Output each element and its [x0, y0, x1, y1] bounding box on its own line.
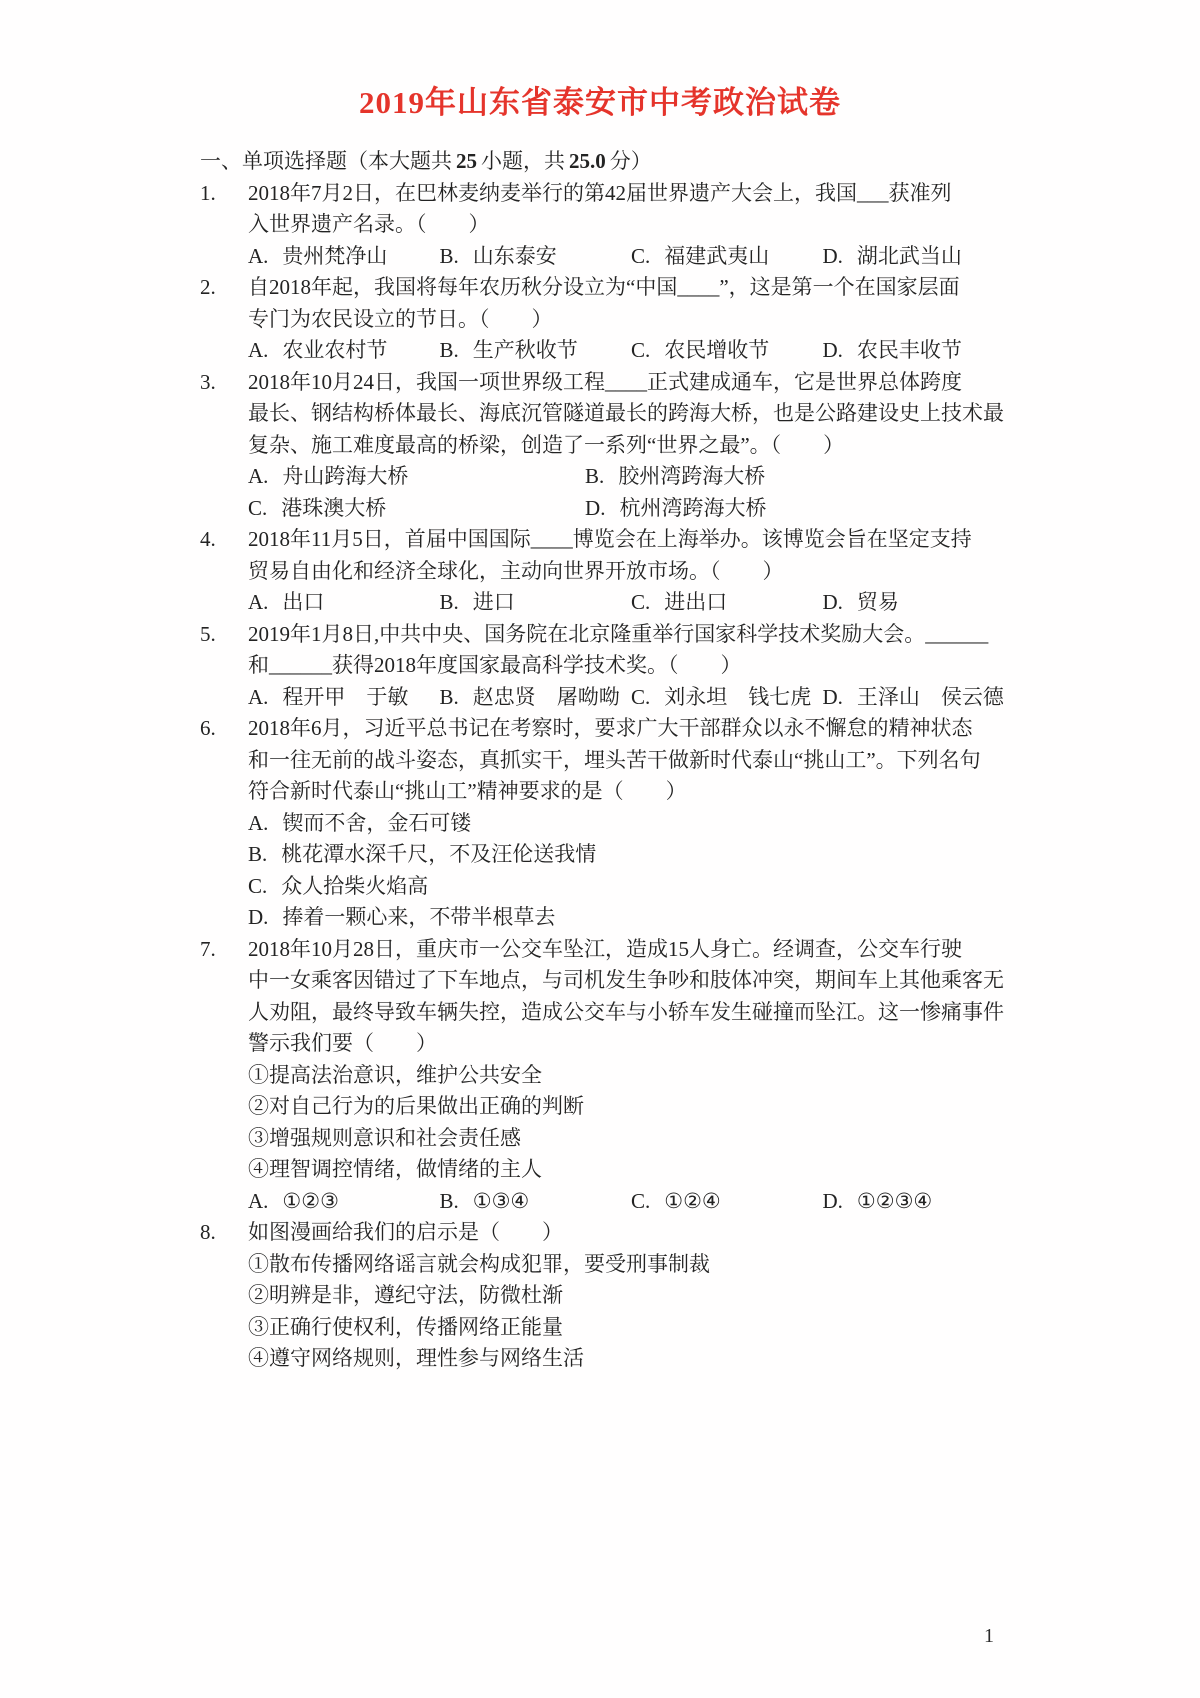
- question-2: [200, 272, 1014, 367]
- option-text: 胶州湾跨海大桥: [618, 464, 766, 488]
- question-3: [200, 367, 1014, 525]
- option-text: 山东泰安: [472, 243, 557, 268]
- statement-4: ④遵守网络规则，理性参与网络生活: [248, 1346, 584, 1370]
- options-row: [248, 241, 1014, 273]
- question-number: 7.: [200, 936, 216, 961]
- option-text: 锲而不舍，金石可镂: [282, 810, 472, 835]
- options-row: [248, 1186, 1014, 1218]
- option-text: 众人拾柴火焰高: [281, 873, 429, 898]
- section-header-suffix: 分）: [609, 149, 652, 173]
- question-stem: 2018年10月28日，重庆市一公交车坠江，造成15人身亡。经调查，公交车行驶: [248, 936, 962, 961]
- statement-4: ④理智调控情绪，做情绪的主人: [248, 1157, 542, 1181]
- statement-1: ①提高法治意识，维护公共安全: [248, 1062, 542, 1087]
- statement-2: ②明辨是非，遵纪守法，防微杜渐: [248, 1283, 563, 1307]
- section-header: [200, 146, 1014, 178]
- option-text: 湖北武当山: [856, 243, 962, 268]
- option-a: [248, 808, 1014, 840]
- option-a: [248, 1186, 440, 1218]
- question-stem: 2018年11月5日，首届中国国际____博览会在上海举办。该博览会旨在坚定支持: [248, 527, 972, 551]
- question-number: 5.: [200, 621, 216, 646]
- option-d: [248, 902, 1014, 934]
- option-text: ①②④: [664, 1188, 721, 1213]
- question-number: 4.: [200, 527, 216, 551]
- question-number: 8.: [200, 1220, 216, 1244]
- option-text: ①②③④: [856, 1188, 933, 1213]
- option-text: 赵忠贤 屠呦呦: [472, 684, 620, 709]
- option-label: C.: [248, 495, 268, 520]
- question-4: [200, 524, 1014, 619]
- option-a: [248, 241, 440, 273]
- option-label: D.: [822, 590, 843, 614]
- option-c: [631, 587, 823, 619]
- option-c: [631, 335, 823, 367]
- option-d: [823, 587, 1015, 619]
- question-number: 3.: [200, 369, 216, 394]
- question-stem: 和______获得2018年度国家最高科学技术奖。（ ）: [248, 653, 742, 677]
- section-header-prefix: 一、单项选择题（本大题共: [200, 149, 452, 173]
- option-c: [248, 493, 585, 525]
- question-stem: 贸易自由化和经济全球化，主动向世界开放市场。（ ）: [248, 558, 784, 583]
- option-label: B.: [439, 590, 459, 614]
- option-text: 农民丰收节: [856, 338, 962, 362]
- option-label: D.: [822, 684, 843, 709]
- option-label: A.: [248, 810, 269, 835]
- option-b: [585, 461, 1014, 493]
- section-question-count: 25: [456, 149, 477, 173]
- option-label: C.: [631, 590, 651, 614]
- exam-content: [200, 146, 1014, 1375]
- option-d: [823, 335, 1015, 367]
- option-label: B.: [439, 684, 459, 709]
- question-stem: 如图漫画给我们的启示是（ ）: [248, 1220, 563, 1244]
- option-label: B.: [439, 338, 459, 362]
- question-stem: 自2018年起，我国将每年农历秋分设立为“中国____”，这是第一个在国家层面: [248, 275, 960, 299]
- options-list: [248, 808, 1014, 934]
- option-a: [248, 587, 440, 619]
- question-stem: 复杂、施工难度最高的桥梁，创造了一系列“世界之最”。（ ）: [248, 432, 845, 457]
- option-label: A.: [248, 243, 269, 268]
- option-label: A.: [248, 1188, 269, 1213]
- option-b: [440, 682, 632, 714]
- option-label: B.: [439, 1188, 459, 1213]
- option-text: 农民增收节: [664, 338, 770, 362]
- statement-2: ②对自己行为的后果做出正确的判断: [248, 1094, 584, 1118]
- option-text: 生产秋收节: [472, 338, 578, 362]
- option-label: B.: [585, 464, 605, 488]
- question-8: [200, 1217, 1014, 1375]
- question-1: [200, 178, 1014, 273]
- question-stem: 2018年10月24日，我国一项世界级工程____正式建成通车，它是世界总体跨度: [248, 369, 962, 394]
- section-points: 25.0: [569, 149, 606, 173]
- option-b: [248, 839, 1014, 871]
- option-text: 桃花潭水深千尺，不及汪伦送我情: [281, 842, 597, 866]
- question-number: 2.: [200, 275, 216, 299]
- question-stem: 2018年6月，习近平总书记在考察时，要求广大干部群众以永不懈怠的精神状态: [248, 716, 973, 740]
- option-label: C.: [248, 873, 268, 898]
- option-b: [440, 587, 632, 619]
- option-text: 贸易: [856, 590, 899, 614]
- option-text: 进出口: [664, 590, 728, 614]
- option-label: D.: [822, 243, 843, 268]
- question-stem: 和一往无前的战斗姿态，真抓实干，埋头苦干做新时代泰山“挑山工”。下列名句: [248, 747, 981, 772]
- option-text: 福建武夷山: [664, 243, 770, 268]
- option-label: B.: [439, 243, 459, 268]
- option-text: 农业农村节: [282, 338, 388, 362]
- option-d: [823, 1186, 1015, 1218]
- option-label: D.: [248, 905, 269, 929]
- question-number: 1.: [200, 180, 216, 205]
- option-label: A.: [248, 684, 269, 709]
- option-c: [248, 871, 1014, 903]
- statement-1: ①散布传播网络谣言就会构成犯罪，要受刑事制裁: [248, 1251, 710, 1276]
- options-row: [248, 587, 1014, 619]
- option-label: C.: [631, 338, 651, 362]
- question-stem: 2018年7月2日，在巴林麦纳麦举行的第42届世界遗产大会上，我国___获准列: [248, 180, 952, 205]
- option-a: [248, 682, 440, 714]
- option-label: C.: [631, 243, 651, 268]
- question-stem: 人劝阻，最终导致车辆失控，造成公交车与小轿车发生碰撞而坠江。这一惨痛事件: [248, 999, 1004, 1024]
- question-stem: 入世界遗产名录。（ ）: [248, 212, 490, 236]
- statement-list: [248, 1060, 1014, 1186]
- question-7: [200, 934, 1014, 1218]
- option-text: 捧着一颗心来，不带半根草去: [282, 905, 556, 929]
- statement-list: [248, 1249, 1014, 1375]
- question-stem: 2019年1月8日,中共中央、国务院在北京隆重举行国家科学技术奖励大会。______: [248, 621, 989, 646]
- option-b: [440, 335, 632, 367]
- section-header-mid: 小题，共: [481, 149, 565, 173]
- option-label: A.: [248, 338, 269, 362]
- option-d: [823, 241, 1015, 273]
- option-c: [631, 241, 823, 273]
- statement-3: ③增强规则意识和社会责任感: [248, 1125, 521, 1150]
- question-number: 6.: [200, 716, 216, 740]
- option-label: D.: [585, 495, 606, 520]
- question-5: [200, 619, 1014, 714]
- options-row: [248, 682, 1014, 714]
- option-label: D.: [822, 338, 843, 362]
- option-c: [631, 682, 823, 714]
- question-stem: 警示我们要（ ）: [248, 1031, 437, 1055]
- option-text: 进口: [472, 590, 515, 614]
- options-grid: [248, 461, 1014, 524]
- options-row: [248, 335, 1014, 367]
- page-number: 1: [984, 1625, 994, 1647]
- option-label: A.: [248, 464, 269, 488]
- option-text: ①②③: [282, 1188, 339, 1213]
- option-text: 刘永坦 钱七虎: [664, 684, 812, 709]
- option-text: 出口: [282, 590, 325, 614]
- option-text: 程开甲 于敏: [282, 684, 409, 709]
- option-text: 港珠澳大桥: [281, 495, 387, 520]
- option-label: B.: [248, 842, 268, 866]
- option-a: [248, 461, 585, 493]
- option-d: [823, 682, 1015, 714]
- question-stem: 最长、钢结构桥体最长、海底沉管隧道最长的跨海大桥，也是公路建设史上技术最: [248, 401, 1004, 425]
- option-d: [585, 493, 1014, 525]
- option-text: ①③④: [472, 1188, 530, 1213]
- option-b: [440, 1186, 632, 1218]
- option-c: [631, 1186, 823, 1218]
- option-text: 杭州湾跨海大桥: [619, 495, 767, 520]
- option-text: 舟山跨海大桥: [282, 464, 409, 488]
- option-label: C.: [631, 1188, 651, 1213]
- question-stem: 专门为农民设立的节日。（ ）: [248, 306, 553, 331]
- option-text: 王泽山 侯云德: [856, 684, 1004, 709]
- option-text: 贵州梵净山: [282, 243, 388, 268]
- option-label: D.: [822, 1188, 843, 1213]
- question-6: [200, 713, 1014, 934]
- option-b: [440, 241, 632, 273]
- statement-3: ③正确行使权利，传播网络正能量: [248, 1314, 563, 1339]
- question-stem: 中一女乘客因错过了下车地点，与司机发生争吵和肢体冲突，期间车上其他乘客无: [248, 968, 1004, 992]
- option-label: C.: [631, 684, 651, 709]
- page-title: 2019年山东省泰安市中考政治试卷: [359, 85, 841, 120]
- option-a: [248, 335, 440, 367]
- question-stem: 符合新时代泰山“挑山工”精神要求的是（ ）: [248, 779, 687, 803]
- option-label: A.: [248, 590, 269, 614]
